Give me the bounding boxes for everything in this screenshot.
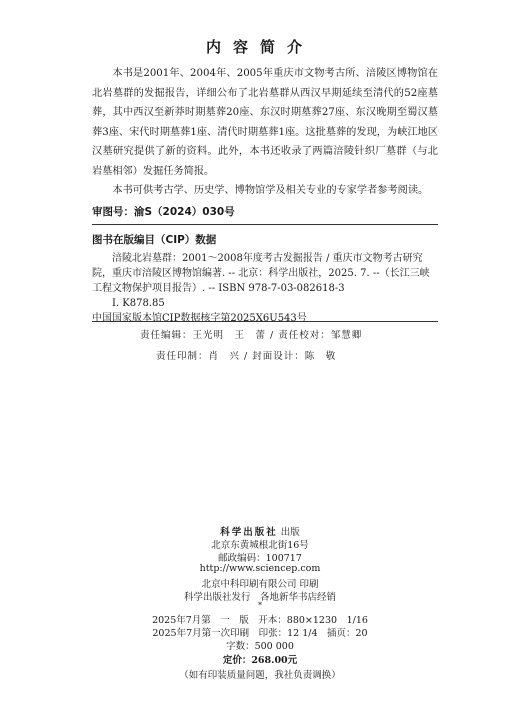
printing-info: 2025年7月第一次印刷 印张：12 1/4 插页：20 — [152, 628, 368, 639]
price: 定价：268.00元 — [222, 655, 298, 666]
quality-notice: （如有印装质量问题，我社负责调换） — [179, 670, 341, 681]
publisher-name: 科学出版社 — [220, 527, 278, 538]
credits-editors: 责任编辑：王光明 王 蕾 / 责任校对：邹慧卿 — [140, 330, 363, 341]
review-number: 审图号：渝S（2024）030号 — [92, 206, 235, 218]
intro-paragraph-2: 本书可供考古学、历史学、博物馆学及相关专业的专家学者参考阅读。 — [112, 185, 429, 196]
page-title: 内容简介 — [205, 38, 314, 56]
publisher-address: 北京东黄城根北街16号 — [211, 540, 309, 551]
intro-section — [92, 64, 438, 201]
cip-block — [92, 251, 438, 326]
distribution: 科学出版社发行 各地新华书店经销 — [183, 592, 336, 603]
edition-info: 2025年7月第 一 版 开本：880×1230 1/16 — [152, 615, 368, 626]
credits-production: 责任印制：肖 兴 / 封面设计：陈 敬 — [156, 351, 337, 362]
intro-paragraph-1: 本书是2001年、2004年、2005年重庆市文物考古所、涪陵区博物馆在北岩墓群的发掘报告，详细公布了北岩墓群从西汉早期延续至清代的52座墓葬，其中西汉至新莽时期墓葬20座、东汉时期墓葬27座、东汉晚期至蜀汉墓葬3座、宋代时期墓葬1座、清代时期墓葬1座。这批墓葬的发现，为峡江地区汉墓研究提供了新的资料。此外，本书还收录了两篇涪陵针织厂墓群（与北岩墓相邻）发掘任务简报。 — [92, 68, 438, 177]
publisher-line — [0, 524, 520, 538]
cip-entry: 涪陵北岩墓群：2001～2008年度考古发掘报告 / 重庆市文物考古研究院，重庆市涪陵区博物馆编著. -- 北京：科学出版社，2025. 7. --（长江三峡工程文物保护项目报告）. -- ISBN 978-7-03-082618-3 — [92, 253, 430, 294]
publisher-website: http://www.sciencep.com — [199, 563, 321, 574]
publisher-suffix: 出版 — [280, 527, 300, 538]
cip-bottom-divider — [92, 321, 438, 322]
publisher-postcode: 邮政编码：100717 — [218, 553, 302, 564]
printer: 北京中科印刷有限公司 印刷 — [201, 579, 319, 590]
cip-number: 中国国家版本馆CIP数据核字第2025X6U543号 — [92, 313, 307, 324]
cip-top-divider — [92, 224, 438, 225]
cip-heading: 图书在版编目（CIP）数据 — [92, 234, 217, 246]
cip-classification: Ⅰ. K878.85 — [112, 298, 165, 309]
wordcount: 字数：500 000 — [226, 641, 294, 652]
separator-asterisk: * — [258, 601, 262, 610]
